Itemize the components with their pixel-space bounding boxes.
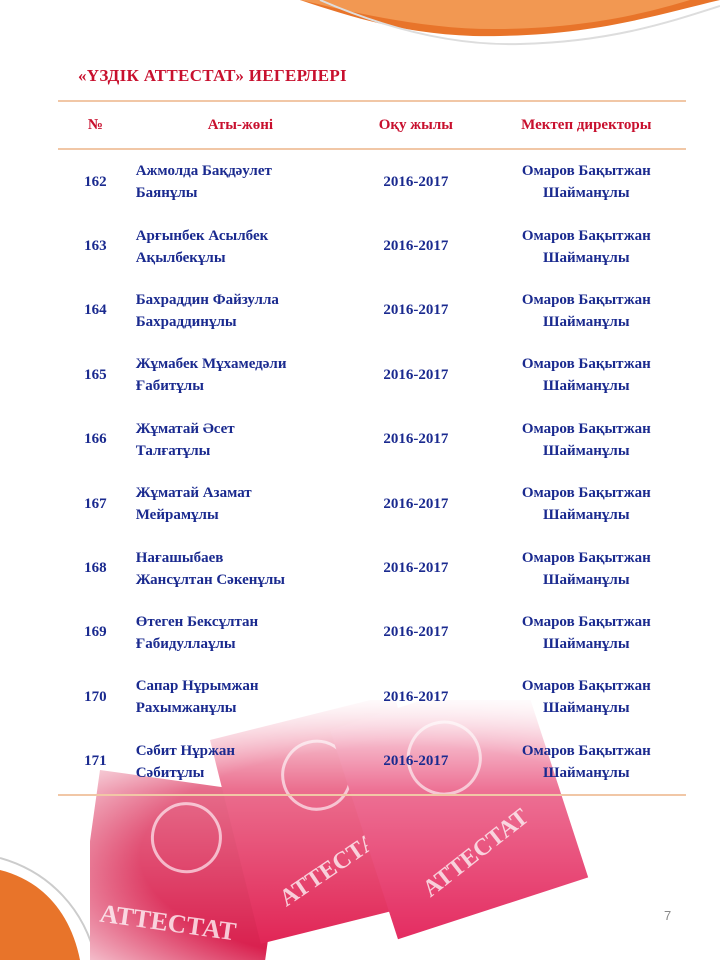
cell-name: Ажмолда Бақдәулет Баянұлы	[135, 163, 272, 202]
cell-director: Омаров Бақытжан Шайманұлы	[487, 730, 686, 795]
header-year: Оқу жылы	[345, 101, 486, 149]
table-row	[58, 730, 686, 795]
cell-name: Бахраддин Файзулла Бахраддинұлы	[135, 291, 279, 330]
page-number: 7	[664, 908, 672, 923]
cell-num: 164	[84, 302, 107, 319]
cell-num: 170	[84, 688, 107, 705]
cell-director: Омаров Бақытжан Шайманұлы	[521, 485, 651, 524]
table-row	[58, 214, 686, 278]
table-row	[58, 472, 686, 536]
cell-year: 2016-2017	[383, 366, 449, 383]
cell-year: 2016-2017	[345, 730, 486, 795]
cell-name: Жұмабек Мұхамедәли Ғабитұлы	[135, 356, 287, 395]
honor-certificate-table	[58, 100, 686, 796]
cell-num: 169	[84, 624, 107, 641]
cell-num: 171	[58, 730, 133, 795]
table-header-row	[58, 101, 686, 149]
page-title: «ҮЗДІК АТТЕСТАТ» ИЕГЕРЛЕРІ	[78, 66, 347, 85]
cell-director: Омаров Бақытжан Шайманұлы	[521, 227, 651, 266]
table-row	[58, 408, 686, 472]
cell-name: Өтеген Бексұлтан Ғабидуллаұлы	[135, 613, 259, 652]
header-name: Аты-жөні	[133, 101, 345, 149]
table-row	[58, 601, 686, 665]
cell-name: Жұматай Әсет Талғатұлы	[135, 420, 235, 459]
cell-director: Омаров Бақытжан Шайманұлы	[521, 291, 651, 330]
cell-year: 2016-2017	[383, 495, 449, 512]
cell-year: 2016-2017	[383, 173, 449, 190]
header-director: Мектеп директоры	[487, 101, 686, 149]
cell-name: Арғынбек Асылбек Ақылбекұлы	[135, 227, 269, 266]
cell-director: Омаров Бақытжан Шайманұлы	[521, 356, 651, 395]
cell-name: Жұматай Азамат Мейрамұлы	[135, 485, 252, 524]
header-num: №	[58, 101, 133, 149]
cell-num: 165	[84, 366, 107, 383]
cell-year: 2016-2017	[383, 624, 449, 641]
table-row	[58, 536, 686, 600]
cell-year: 2016-2017	[383, 688, 449, 705]
cell-director: Омаров Бақытжан Шайманұлы	[521, 420, 651, 459]
cell-year: 2016-2017	[383, 431, 449, 448]
cell-name: Сапар Нұрымжан Рахымжанұлы	[135, 678, 259, 717]
cell-num: 163	[84, 238, 107, 255]
table-row	[58, 343, 686, 407]
cell-name: Сәбит Нұржан Сәбитұлы	[133, 730, 345, 795]
cell-year: 2016-2017	[383, 238, 449, 255]
cell-name: Нағашыбаев Жансұлтан Сәкенұлы	[135, 549, 286, 588]
cell-num: 166	[84, 431, 107, 448]
cell-num: 167	[84, 495, 107, 512]
cell-year: 2016-2017	[383, 560, 449, 577]
cell-num: 168	[84, 560, 107, 577]
cell-num: 162	[84, 173, 107, 190]
table-row	[58, 279, 686, 343]
cell-director: Омаров Бақытжан Шайманұлы	[521, 163, 651, 202]
cell-director: Омаров Бақытжан Шайманұлы	[521, 613, 651, 652]
table-row	[58, 149, 686, 214]
cell-director: Омаров Бақытжан Шайманұлы	[521, 678, 651, 717]
cell-director: Омаров Бақытжан Шайманұлы	[521, 549, 651, 588]
table-row	[58, 665, 686, 729]
cell-year: 2016-2017	[383, 302, 449, 319]
